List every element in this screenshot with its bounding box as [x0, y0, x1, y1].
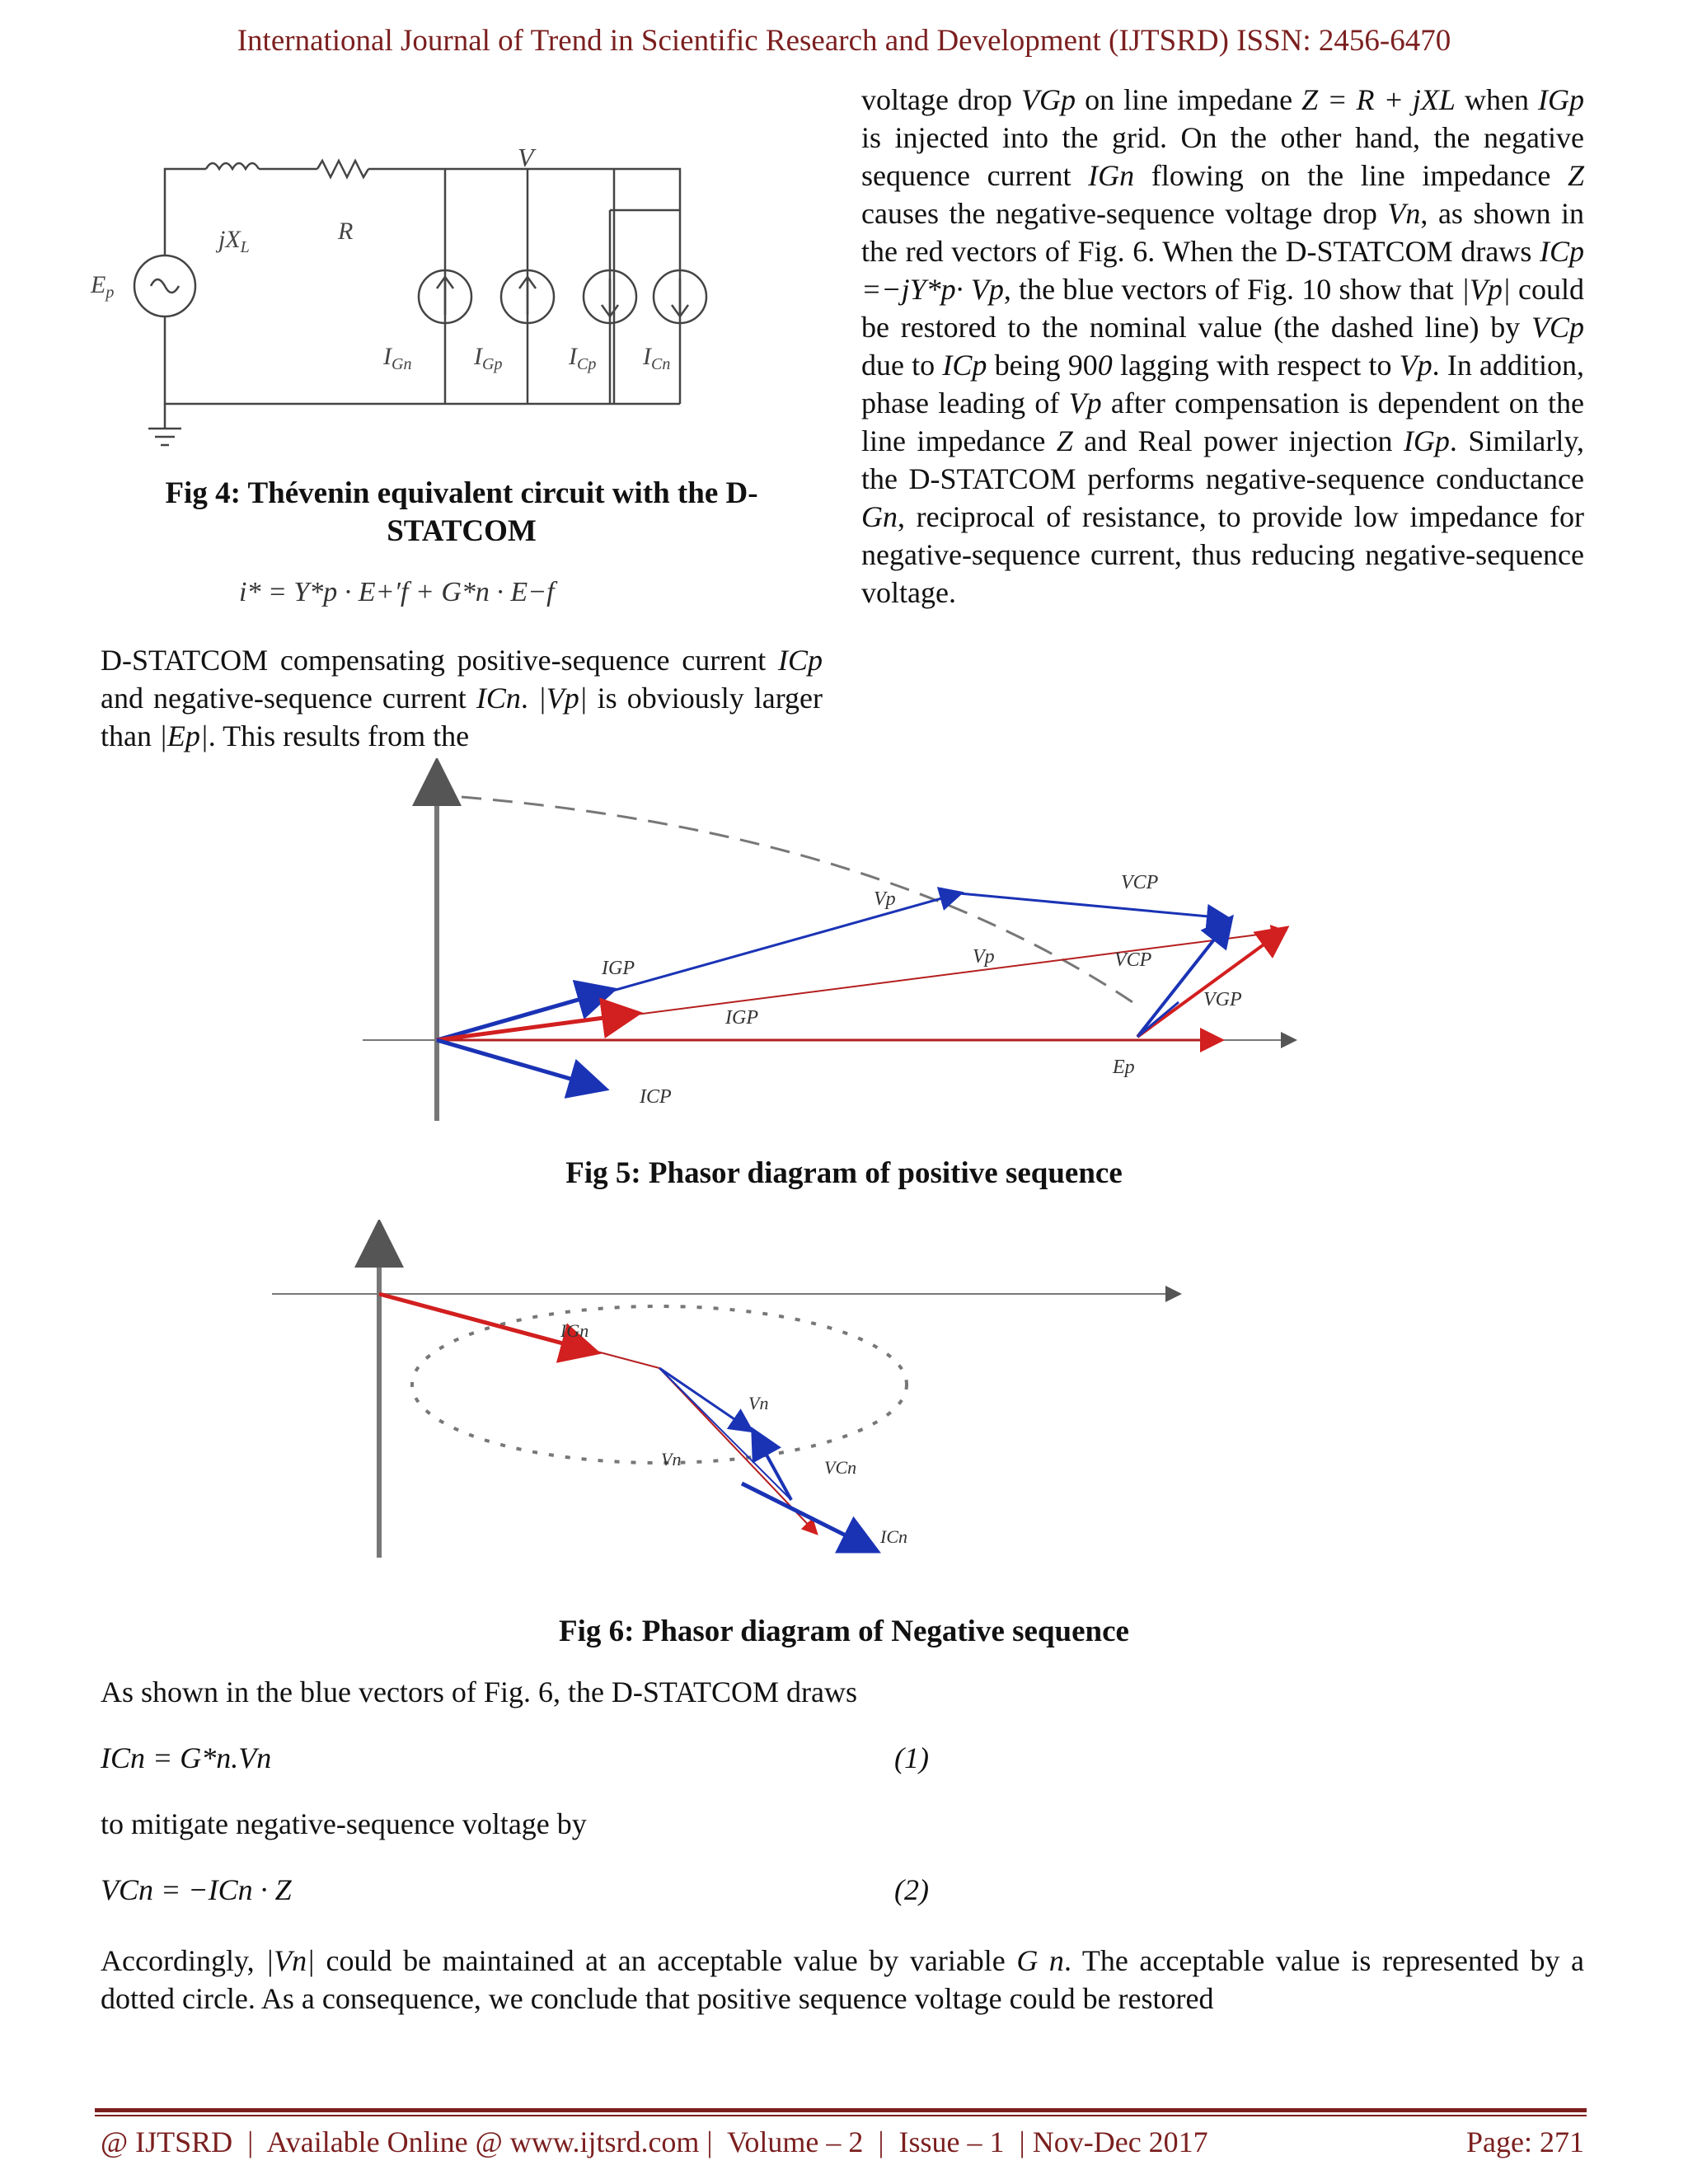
- svg-text:IGp: $I_{Gp}$: [474, 343, 503, 373]
- svg-text:R: R: [338, 218, 354, 245]
- svg-text:Vp: Vp: [874, 888, 896, 910]
- svg-text:ICn: $I_{Cn}$: [643, 343, 671, 373]
- svg-text:Ep: $E_p$: [91, 271, 115, 302]
- body-paragraph: Accordingly, |Vn| could be maintained at an acceptable value by variable G n. The acceptable value is represented by a dotted circle. As a consequence, we conclude that positive sequence voltage could be restored: [101, 1944, 1585, 2015]
- svg-text:IGn: IGn: [560, 1320, 589, 1341]
- svg-text:VCP: VCP: [1121, 872, 1159, 893]
- body-line-2: to mitigate negative-sequence voltage by: [101, 1807, 587, 1840]
- svg-text:Vp: Vp: [973, 946, 995, 968]
- equation-2-number: (2): [894, 1873, 929, 1906]
- svg-text:VCP: VCP: [1114, 949, 1152, 971]
- svg-text:V: V: [518, 143, 534, 172]
- svg-text:IGP: IGP: [725, 1007, 758, 1029]
- fig4-caption: Fig 4: Thévenin equivalent circuit with the D-STATCOM: [165, 476, 758, 548]
- svg-text:IGn: $I_{Gn}$: [383, 343, 412, 373]
- footer-rule-thin: [95, 2115, 1587, 2116]
- svg-text:ICp: $I_{Cp}$: [569, 343, 597, 373]
- fig6-caption: Fig 6: Phasor diagram of Negative sequence: [559, 1615, 1129, 1648]
- fig5-caption: Fig 5: Phasor diagram of positive sequence: [565, 1156, 1123, 1190]
- svg-text:Ep: Ep: [1113, 1057, 1135, 1078]
- fig5-phasor-diagram: [346, 758, 1335, 1121]
- right-column-text: voltage drop VGp on line impedane Z = R + jXL when IGp is injected into the grid. On the other hand, the negative sequence current IGn flowing on the line impedance Z causes the negative-sequence voltage drop Vn, as shown in the red vectors of Fig. 6. When the D-STATCOM draws ICp =−jY*p· Vp, the blue vectors of Fig. 10 show that |Vp| could be restored to the nominal value (the dashed line) by VCp due to ICp being 900 lagging with respect to Vp. In addition, phase leading of Vp after compensation is dependent on the line impedance Z and Real power injection IGp. Similarly, the D-STATCOM performs negative-sequence conductance Gn, reciprocal of resistance, to provide low impedance for negative-sequence current, thus reducing negative-sequence voltage.: [861, 83, 1585, 609]
- equation-1: ICn = G*n.Vn: [101, 1741, 272, 1774]
- svg-text:jXL: $jX_L$: [218, 226, 250, 256]
- svg-text:ICP: ICP: [640, 1086, 672, 1108]
- footer-rule: [95, 2108, 1587, 2112]
- footer-info: @ IJTSRD | Available Online @ www.ijtsrd.com | Volume – 2 | Issue – 1 | Nov-Dec 2017: [101, 2125, 1208, 2158]
- svg-text:IGP: IGP: [602, 958, 635, 979]
- svg-text:VCn: VCn: [824, 1457, 857, 1478]
- page-footer: [101, 2125, 1584, 2159]
- journal-header: International Journal of Trend in Scientific Research and Development (IJTSRD) ISSN: 2456-6470: [237, 24, 1451, 58]
- page-number: Page: 271: [1466, 2125, 1584, 2158]
- formula: i* = Y*p · E+′f + G*n · E−f: [239, 577, 555, 607]
- equation-1-number: (1): [894, 1741, 929, 1774]
- svg-text:VGP: VGP: [1203, 989, 1242, 1010]
- fig6-phasor-diagram: [264, 1220, 1253, 1566]
- svg-text:Vn: Vn: [661, 1449, 682, 1469]
- equation-2: VCn = −ICn · Z: [101, 1873, 292, 1906]
- left-paragraph: D-STATCOM compensating positive-sequence current ICp and negative-sequence current ICn. |Vp| is obviously larger than |Ep|. This results from the: [101, 644, 823, 752]
- svg-text:ICn: ICn: [880, 1526, 907, 1547]
- body-line-1: As shown in the blue vectors of Fig. 6, the D-STATCOM draws: [101, 1675, 858, 1708]
- fig4-circuit-diagram: [66, 132, 725, 453]
- svg-text:Vn: Vn: [748, 1393, 769, 1413]
